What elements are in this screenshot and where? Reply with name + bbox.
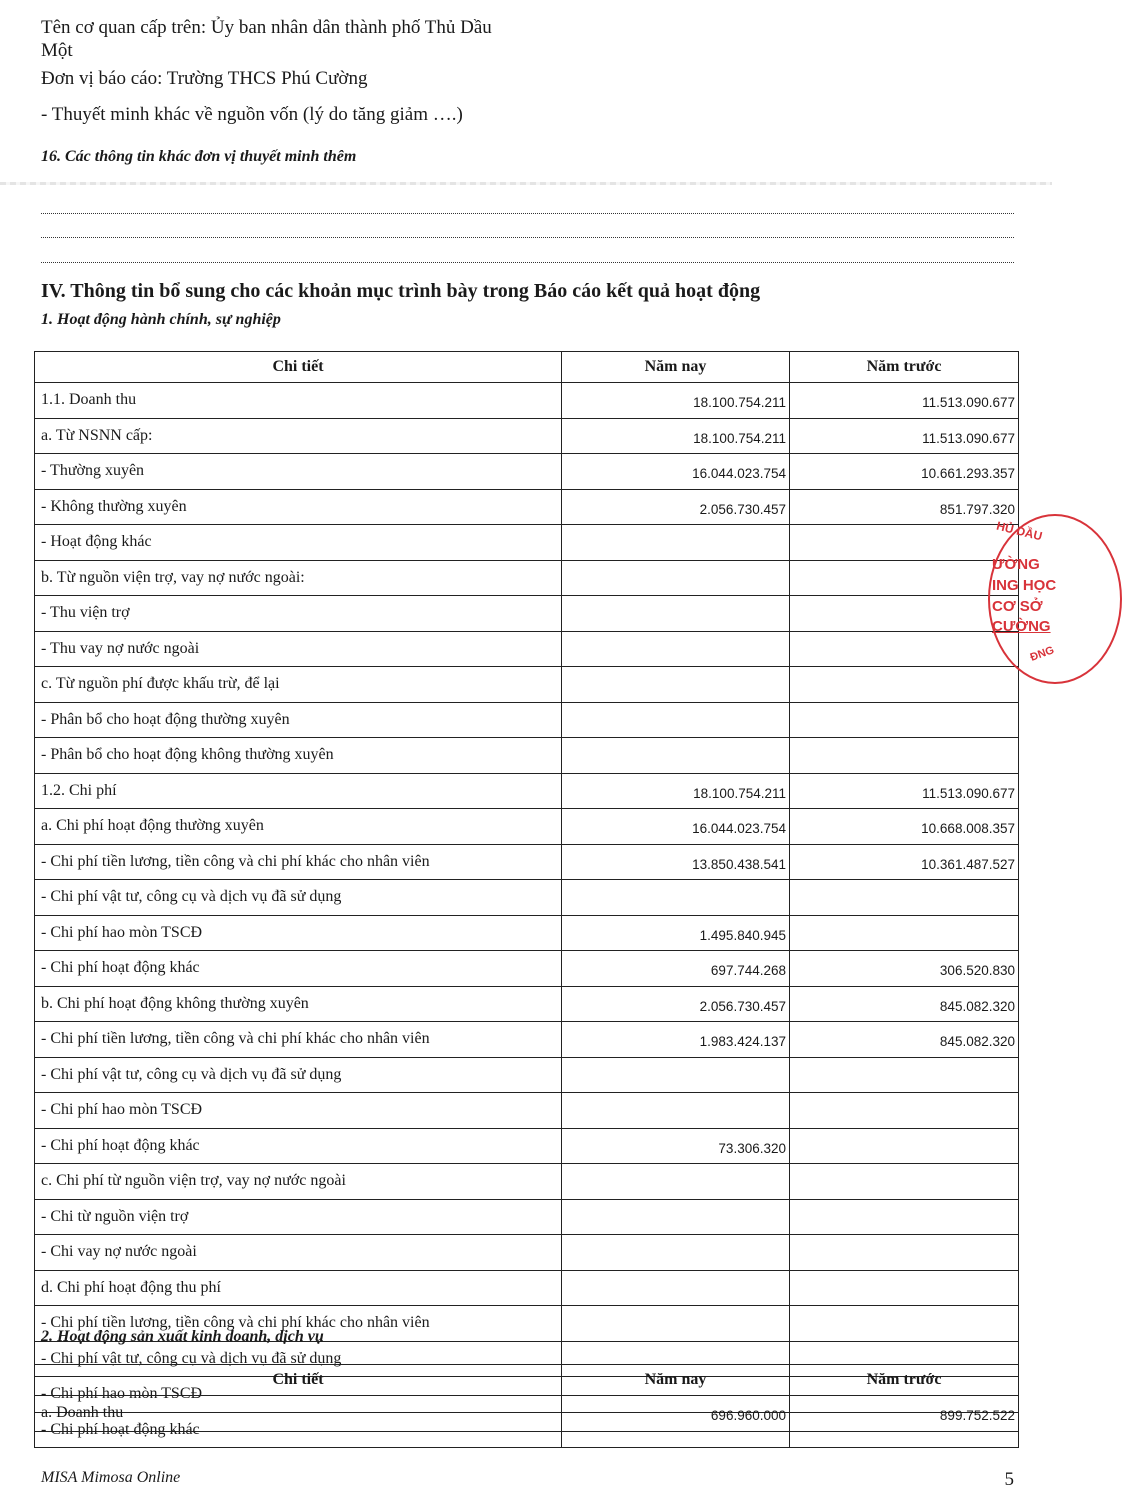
table-header-row	[35, 1365, 1019, 1396]
row-this-year-value	[562, 702, 790, 738]
row-last-year-value	[790, 1199, 1019, 1235]
row-last-year-value	[790, 1164, 1019, 1200]
row-label: - Chi phí hao mòn TSCĐ	[35, 1377, 562, 1413]
superior-agency-line1: Tên cơ quan cấp trên: Ủy ban nhân dân thành phố Thủ Dầu	[41, 17, 492, 38]
stamp-text-3: ING HỌC	[992, 577, 1057, 594]
table-row	[35, 418, 1019, 454]
dotted-line-1	[41, 213, 1014, 214]
row-last-year-value	[790, 1270, 1019, 1306]
row-this-year-value	[562, 525, 790, 561]
header-this-year: Năm nay	[562, 1365, 790, 1396]
row-last-year-value	[790, 880, 1019, 916]
row-label: - Chi phí hoạt động khác	[35, 1128, 562, 1164]
row-last-year-value	[790, 596, 1019, 632]
row-label: - Chi phí vật tư, công cụ và dịch vụ đã sử dụng	[35, 1057, 562, 1093]
row-this-year-value: 13.850.438.541	[562, 844, 790, 880]
row-last-year-value	[790, 525, 1019, 561]
row-last-year-value: 11.513.090.677	[790, 773, 1019, 809]
footer-software-name: MISA Mimosa Online	[41, 1469, 181, 1486]
row-label: - Chi phí hao mòn TSCĐ	[35, 915, 562, 951]
reporting-unit: Đơn vị báo cáo: Trường THCS Phú Cường	[41, 68, 368, 89]
stamp-text-2: ƯỜNG	[992, 556, 1040, 573]
row-this-year-value	[562, 667, 790, 703]
stamp-text-4: CƠ SỞ	[992, 598, 1043, 615]
table-row	[35, 1270, 1019, 1306]
row-last-year-value	[790, 1128, 1019, 1164]
row-label: - Chi phí tiền lương, tiền công và chi phí khác cho nhân viên	[35, 1306, 562, 1342]
table-row	[35, 489, 1019, 525]
admin-activity-table	[34, 351, 1019, 1448]
row-last-year-value: 851.797.320	[790, 489, 1019, 525]
row-this-year-value	[562, 1235, 790, 1271]
scan-artifact-line	[0, 182, 1052, 185]
table-row	[35, 738, 1019, 774]
row-this-year-value: 697.744.268	[562, 951, 790, 987]
row-this-year-value	[562, 880, 790, 916]
row-last-year-value	[790, 1235, 1019, 1271]
row-this-year-value: 18.100.754.211	[562, 773, 790, 809]
table-row	[35, 1093, 1019, 1129]
row-last-year-value: 11.513.090.677	[790, 383, 1019, 419]
row-label: - Thu viện trợ	[35, 596, 562, 632]
row-last-year-value	[790, 1093, 1019, 1129]
section-16-title: 16. Các thông tin khác đơn vị thuyết minh thêm	[41, 148, 357, 165]
table-row	[35, 986, 1019, 1022]
row-label: - Thu vay nợ nước ngoài	[35, 631, 562, 667]
row-this-year-value	[562, 738, 790, 774]
row-label: a. Doanh thu	[35, 1396, 562, 1432]
row-this-year-value: 2.056.730.457	[562, 489, 790, 525]
header-detail: Chi tiết	[35, 352, 562, 383]
row-this-year-value: 18.100.754.211	[562, 383, 790, 419]
row-this-year-value	[562, 560, 790, 596]
table-row	[35, 1199, 1019, 1235]
dotted-line-3	[41, 262, 1014, 263]
row-label: a. Chi phí hoạt động thường xuyên	[35, 809, 562, 845]
row-last-year-value: 11.513.090.677	[790, 418, 1019, 454]
table-row	[35, 915, 1019, 951]
row-last-year-value	[790, 702, 1019, 738]
table-row	[35, 454, 1019, 490]
table-row	[35, 383, 1019, 419]
table-row	[35, 525, 1019, 561]
row-last-year-value: 10.668.008.357	[790, 809, 1019, 845]
row-label: b. Từ nguồn viện trợ, vay nợ nước ngoài:	[35, 560, 562, 596]
header-last-year: Năm trước	[790, 352, 1019, 383]
table-row	[35, 560, 1019, 596]
table-row	[35, 1396, 1019, 1432]
row-label: b. Chi phí hoạt động không thường xuyên	[35, 986, 562, 1022]
row-last-year-value: 899.752.522	[790, 1396, 1019, 1432]
header-detail: Chi tiết	[35, 1365, 562, 1396]
table-row	[35, 1022, 1019, 1058]
dotted-line-2	[41, 237, 1014, 238]
row-last-year-value	[790, 631, 1019, 667]
row-this-year-value: 696.960.000	[562, 1396, 790, 1432]
row-this-year-value: 1.495.840.945	[562, 915, 790, 951]
page-number: 5	[1004, 1469, 1014, 1490]
table-row	[35, 1057, 1019, 1093]
row-label: - Thường xuyên	[35, 454, 562, 490]
table-row	[35, 1235, 1019, 1271]
row-label: 1.1. Doanh thu	[35, 383, 562, 419]
row-last-year-value	[790, 915, 1019, 951]
row-this-year-value: 73.306.320	[562, 1128, 790, 1164]
table-row	[35, 773, 1019, 809]
row-label: - Chi phí tiền lương, tiền công và chi phí khác cho nhân viên	[35, 1022, 562, 1058]
stamp-text-5: CƯỜNG	[992, 618, 1051, 635]
row-this-year-value	[562, 1164, 790, 1200]
official-seal-stamp	[988, 514, 1122, 684]
table-row	[35, 1128, 1019, 1164]
row-this-year-value	[562, 1093, 790, 1129]
capital-note: - Thuyết minh khác về nguồn vốn (lý do tăng giảm ….)	[41, 104, 463, 125]
row-last-year-value	[790, 560, 1019, 596]
row-label: - Chi phí hao mòn TSCĐ	[35, 1093, 562, 1129]
subsection-1-title: 1. Hoạt động hành chính, sự nghiệp	[41, 311, 281, 328]
row-last-year-value: 845.082.320	[790, 1022, 1019, 1058]
table-row	[35, 809, 1019, 845]
header-this-year: Năm nay	[562, 352, 790, 383]
row-this-year-value: 1.983.424.137	[562, 1022, 790, 1058]
row-label: c. Từ nguồn phí được khấu trừ, để lại	[35, 667, 562, 703]
section-iv-title: IV. Thông tin bổ sung cho các khoản mục trình bày trong Báo cáo kết quả hoạt động	[41, 280, 761, 302]
row-this-year-value	[562, 596, 790, 632]
row-label: 1.2. Chi phí	[35, 773, 562, 809]
row-last-year-value: 845.082.320	[790, 986, 1019, 1022]
row-this-year-value	[562, 1199, 790, 1235]
row-this-year-value	[562, 631, 790, 667]
table-row	[35, 880, 1019, 916]
row-last-year-value	[790, 1057, 1019, 1093]
stamp-text-6: ĐNG	[1028, 644, 1056, 664]
stamp-text-1: HỦ DẦU	[994, 518, 1044, 544]
row-label: - Chi vay nợ nước ngoài	[35, 1235, 562, 1271]
table-row	[35, 1164, 1019, 1200]
row-label: - Chi phí vật tư, công cụ và dịch vụ đã sử dụng	[35, 880, 562, 916]
row-label: - Không thường xuyên	[35, 489, 562, 525]
row-this-year-value	[562, 1270, 790, 1306]
row-label: - Chi phí hoạt động khác	[35, 951, 562, 987]
table-row	[35, 596, 1019, 632]
table-row	[35, 702, 1019, 738]
row-this-year-value: 2.056.730.457	[562, 986, 790, 1022]
row-last-year-value	[790, 667, 1019, 703]
table-header-row	[35, 352, 1019, 383]
row-label: - Phân bổ cho hoạt động thường xuyên	[35, 702, 562, 738]
row-last-year-value	[790, 1306, 1019, 1342]
row-label: - Chi phí vật tư, công cụ và dịch vụ đã sử dụng	[35, 1341, 562, 1377]
row-label: - Chi từ nguồn viện trợ	[35, 1199, 562, 1235]
table-row	[35, 631, 1019, 667]
row-this-year-value: 16.044.023.754	[562, 809, 790, 845]
row-this-year-value	[562, 1306, 790, 1342]
table-row	[35, 667, 1019, 703]
row-label: - Chi phí hoạt động khác	[35, 1412, 562, 1448]
row-label: - Hoạt động khác	[35, 525, 562, 561]
row-last-year-value: 10.361.487.527	[790, 844, 1019, 880]
row-last-year-value: 10.661.293.357	[790, 454, 1019, 490]
row-last-year-value	[790, 738, 1019, 774]
header-last-year: Năm trước	[790, 1365, 1019, 1396]
row-this-year-value: 16.044.023.754	[562, 454, 790, 490]
business-activity-table	[34, 1364, 1019, 1432]
subsection-2-title: 2. Hoạt động sản xuất kinh doanh, dịch vụ	[41, 1328, 324, 1345]
row-this-year-value: 18.100.754.211	[562, 418, 790, 454]
row-label: - Phân bổ cho hoạt động không thường xuyên	[35, 738, 562, 774]
table-row	[35, 844, 1019, 880]
row-last-year-value: 306.520.830	[790, 951, 1019, 987]
row-label: - Chi phí tiền lương, tiền công và chi phí khác cho nhân viên	[35, 844, 562, 880]
row-label: a. Từ NSNN cấp:	[35, 418, 562, 454]
row-label: d. Chi phí hoạt động thu phí	[35, 1270, 562, 1306]
row-this-year-value	[562, 1057, 790, 1093]
superior-agency-line2: Một	[41, 40, 73, 61]
table-row	[35, 951, 1019, 987]
row-label: c. Chi phí từ nguồn viện trợ, vay nợ nước ngoài	[35, 1164, 562, 1200]
